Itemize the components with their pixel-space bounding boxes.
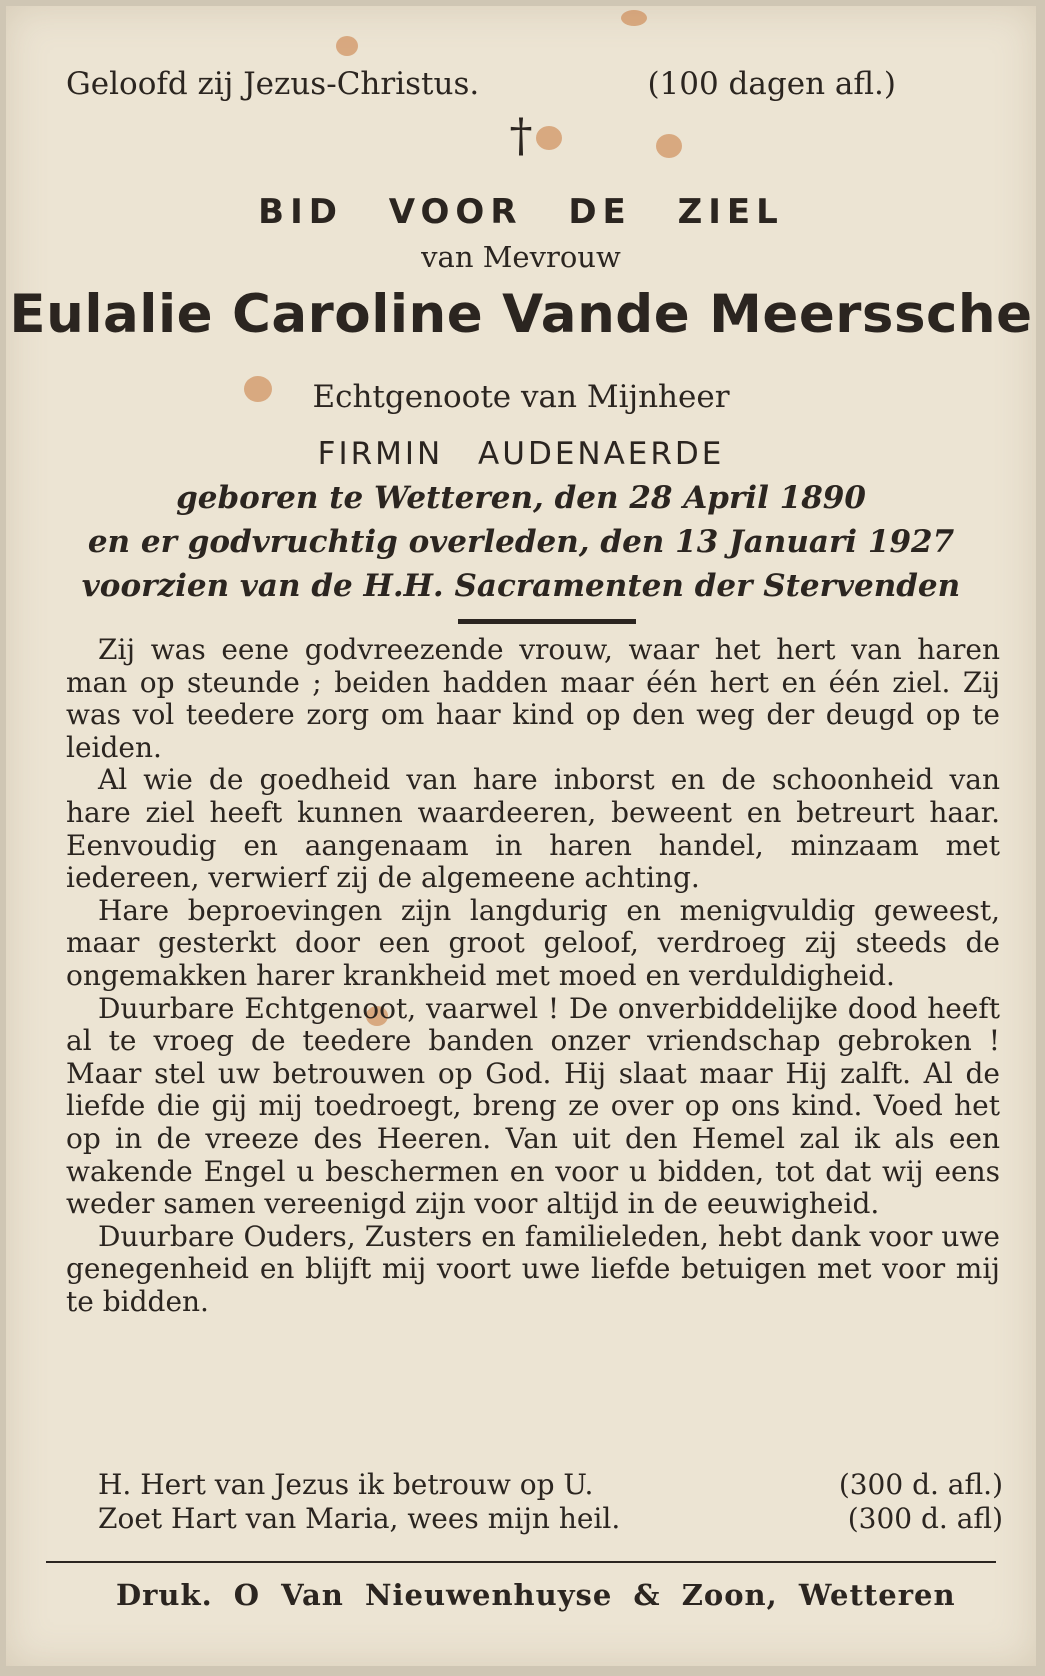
stain [621,10,647,26]
eulogy-paragraph: Hare beproevingen zijn langdurig en menigvuldig geweest, maar gesterkt door een groot geloof, verdroeg zij steeds de ongemakken harer krankheid met moed en verduldigheid. [66,893,1000,992]
intro-heading: BID VOOR DE ZIEL [258,192,784,232]
eulogy-paragraph: Duurbare Ouders, Zusters en familieleden, hebt dank voor uwe genegenheid en blijft mij voort uwe liefde betuigen met voor mij te bidden. [66,1219,1000,1318]
spouse-name: FIRMIN AUDENAERDE [317,436,725,472]
spouse-line: Echtgenoote van Mijnheer [312,379,730,415]
prayer-text: Zoet Hart van Maria, wees mijn heil. [98,1502,621,1535]
prayer-text: H. Hert van Jezus ik betrouw op U. [98,1468,594,1501]
prayer-indulgence: (300 d. afl.) [838,1468,1003,1501]
eulogy-paragraph: Al wie de goedheid van hare inborst en de schoonheid van hare ziel heeft kunnen waardeeren, beweent en betreurt haar. Eenvoudig en aangenaam in haren handel, minzaam met iedereen, verwierf zij de algemeene achting. [66,763,1000,895]
printer-credit: Druk. O Van Nieuwenhuyse & Zoon, Wetteren [116,1578,956,1612]
deceased-name: Eulalie Caroline Vande Meerssche [9,284,1033,345]
prayer-line [98,1468,1003,1501]
stain [336,36,358,56]
blessing-text: Geloofd zij Jezus-Christus. [66,66,480,102]
eulogy-paragraph: Zij was eene godvreezende vrouw, waar het hert van haren man op steunde ; beiden hadden maar één hert en één ziel. Zij was vol teedere zorg om haar kind op den weg der deugd op te leiden. [66,633,1000,764]
eulogy-paragraph: Duurbare Echtgenoot, vaarwel ! De onverbiddelijke dood heeft al te vroeg de teedere banden onzer vriendschap gebroken ! Maar stel uw betrouwen op God. Hij slaat maar Hij zalft. Al de liefde die gij mij toedroegt, breng ze over op ons kind. Voed het op in de vreeze des Heeren. Van uit den Hemel zal ik als een wakende Engel u beschermen en voor u bidden, tot dat wij eens weder samen vereenigd zijn voor altijd in de eeuwigheid. [66,991,1000,1221]
prayer-indulgence: (300 d. afl) [847,1502,1003,1535]
memorial-card [6,6,1036,1666]
eulogy-text [66,634,1000,1318]
sacraments-line: voorzien van de H.H. Sacramenten der Stervenden [81,568,961,604]
van-mevrouw: van Mevrouw [421,240,621,274]
death-line: en er godvruchtig overleden, den 13 Januari 1927 [87,524,955,560]
header-row [66,66,896,102]
indulgence-text: (100 dagen afl.) [647,66,896,102]
prayer-line [98,1502,1003,1535]
bottom-divider [46,1561,996,1563]
cross-icon: † [509,108,533,162]
divider [458,619,636,624]
birth-line: geboren te Wetteren, den 28 April 1890 [176,480,866,516]
